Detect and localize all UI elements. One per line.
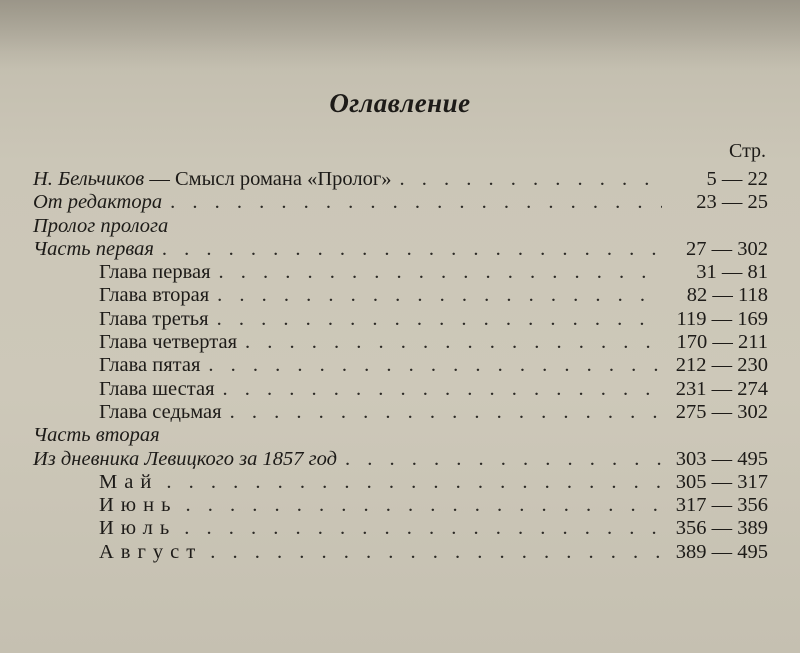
toc-entry-author: Н. Бельчиков xyxy=(33,168,145,190)
toc-entry-pages: 356 — 389 xyxy=(675,517,768,540)
toc-entry-label: Глава вторая xyxy=(99,284,210,307)
toc-entry-pages: 119 — 169 xyxy=(676,307,768,330)
page-title: Оглавление xyxy=(329,88,471,118)
table-of-contents xyxy=(33,168,768,564)
dot-leader xyxy=(177,494,662,517)
dot-leader xyxy=(176,517,662,540)
dot-leader xyxy=(337,448,662,471)
toc-entry-title: — Смысл романа «Пролог» xyxy=(144,168,392,190)
toc-entry-label: Июнь xyxy=(99,494,178,517)
dot-leader xyxy=(215,378,662,401)
dot-leader xyxy=(200,354,662,377)
toc-entry xyxy=(33,471,768,494)
toc-entry-pages: 31 — 81 xyxy=(696,261,768,284)
dot-leader xyxy=(202,541,662,564)
toc-entry xyxy=(33,261,768,284)
toc-entry xyxy=(33,494,768,517)
dot-leader xyxy=(237,331,662,354)
toc-entry xyxy=(33,331,768,354)
toc-section-heading xyxy=(33,215,768,238)
toc-entry xyxy=(33,541,768,564)
toc-entry-label xyxy=(33,168,392,191)
toc-entry xyxy=(33,448,768,471)
toc-entry-label: Глава первая xyxy=(99,261,211,284)
toc-entry-label: Часть первая xyxy=(33,237,154,260)
toc-entry-label: От редактора xyxy=(33,191,163,214)
toc-entry-pages: 303 — 495 xyxy=(675,447,768,470)
toc-entry-label: Глава седьмая xyxy=(99,400,222,423)
dot-leader xyxy=(209,308,662,331)
toc-entry xyxy=(33,238,768,261)
toc-entry-pages: 212 — 230 xyxy=(675,354,768,377)
bleed-through-shadow xyxy=(0,0,800,70)
page-column-header: Стр. xyxy=(729,140,767,162)
toc-entry xyxy=(33,354,768,377)
toc-entry xyxy=(33,284,768,307)
toc-section-heading xyxy=(33,424,768,447)
toc-entry-pages: 305 — 317 xyxy=(675,470,768,493)
dot-leader xyxy=(392,168,663,191)
toc-entry-label: Май xyxy=(99,470,159,493)
toc-entry-pages: 23 — 25 xyxy=(696,191,768,214)
dot-leader xyxy=(222,401,662,424)
toc-entry-pages: 317 — 356 xyxy=(675,494,768,517)
toc-entry-label: Глава шестая xyxy=(99,377,215,400)
dot-leader xyxy=(158,471,662,494)
toc-entry xyxy=(33,191,768,214)
toc-entry-pages: 275 — 302 xyxy=(675,400,768,423)
toc-entry xyxy=(33,378,768,401)
dot-leader xyxy=(211,261,662,284)
toc-entry-label: Август xyxy=(99,540,203,563)
toc-entry-label: Часть вторая xyxy=(33,424,160,447)
toc-entry-label: Из дневника Левицкого за 1857 год xyxy=(33,447,337,470)
toc-entry xyxy=(33,517,768,540)
toc-entry-label: Глава третья xyxy=(99,307,209,330)
toc-entry-pages: 5 — 22 xyxy=(706,168,768,190)
toc-entry xyxy=(33,168,768,191)
toc-entry-pages: 389 — 495 xyxy=(675,540,768,563)
toc-entry-label: Глава четвертая xyxy=(99,331,238,354)
toc-entry xyxy=(33,401,768,424)
toc-entry-label: Глава пятая xyxy=(99,354,201,377)
toc-entry-label: Пролог пролога xyxy=(33,214,169,237)
dot-leader xyxy=(154,238,662,261)
toc-entry xyxy=(33,308,768,331)
toc-entry-pages: 170 — 211 xyxy=(676,331,768,354)
toc-entry-pages: 231 — 274 xyxy=(675,377,768,400)
toc-entry-label: Июль xyxy=(99,517,177,540)
toc-entry-pages: 27 — 302 xyxy=(686,237,768,260)
toc-entry-pages: 82 — 118 xyxy=(686,284,768,307)
dot-leader xyxy=(162,191,662,214)
dot-leader xyxy=(209,284,662,307)
